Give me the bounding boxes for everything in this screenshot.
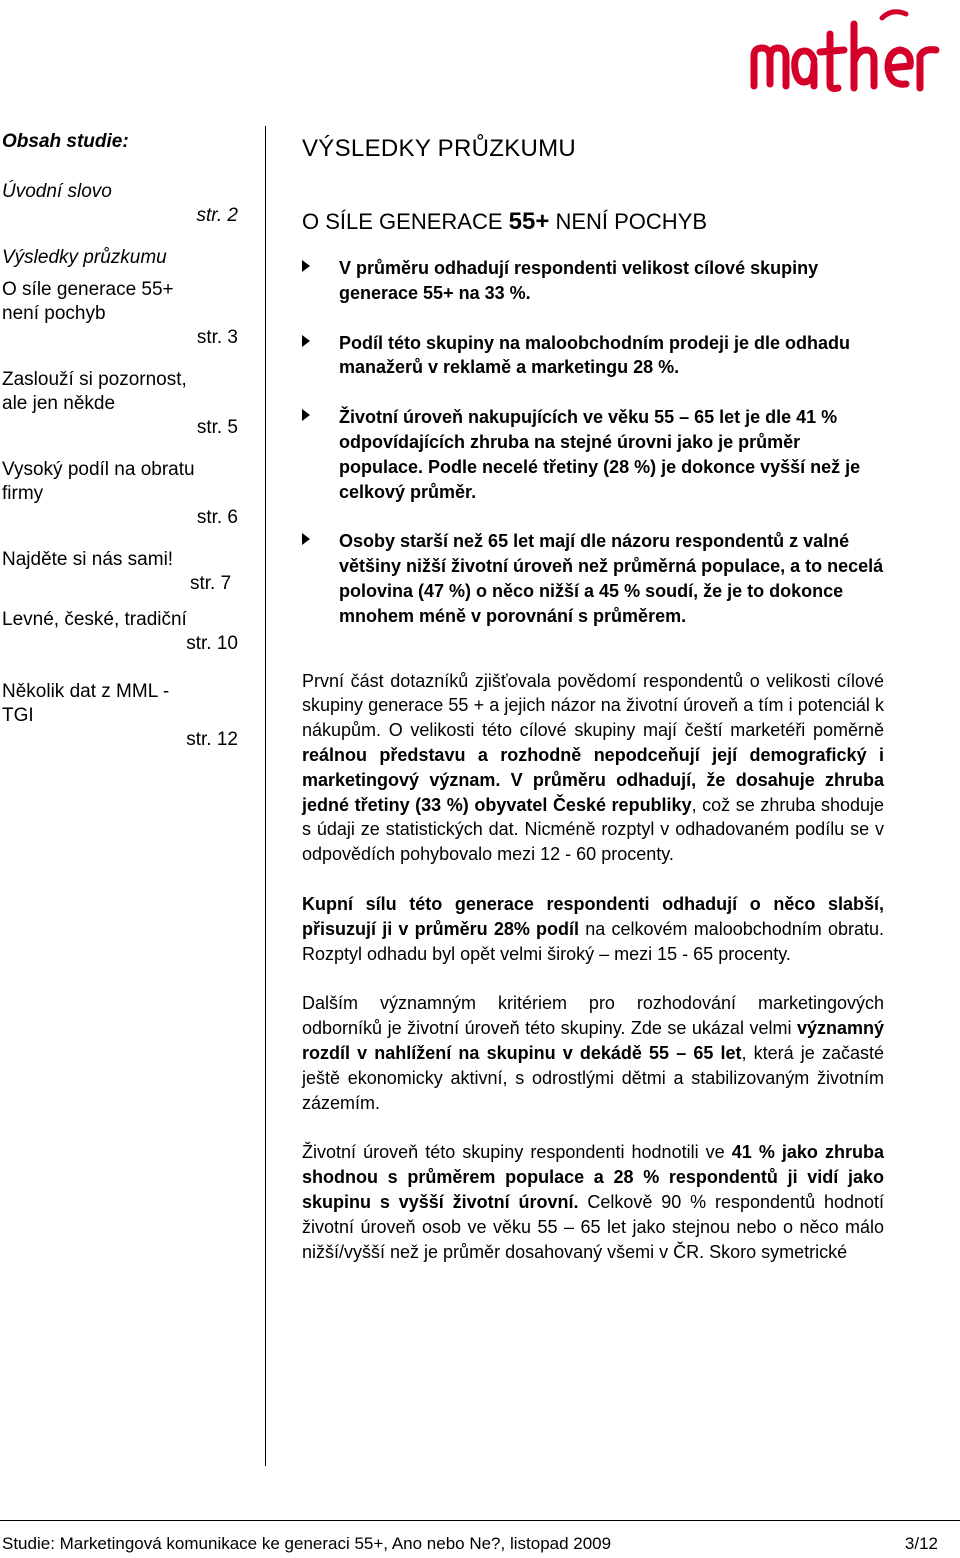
bullet-icon xyxy=(302,409,310,421)
toc-entry-title: Vysoký podíl na obratu firmy xyxy=(2,459,195,504)
footer-study-title: Studie: Marketingová komunikace ke generaci 55+, Ano nebo Ne?, listopad 2009 xyxy=(2,1534,612,1553)
key-findings-list xyxy=(270,256,884,629)
mather-logo-graphic xyxy=(742,4,942,96)
paragraph-bold-text: Kupní sílu této generace respondenti odhadují o něco slabší, přisuzují ji v průměru 28% podíl xyxy=(302,893,884,939)
footer-divider xyxy=(0,1520,960,1521)
list-item-text: Osoby starší než 65 let mají dle názoru respondentů z valné většiny nižší životní úroveň než průměrná populace, a to necelá polovina (47 %) o něco nižší a 45 % soudí, že je to dokonce mnohem méně v porovnání s průměrem. xyxy=(339,531,884,626)
paragraph-text: Životní úroveň této skupiny respondenti hodnotili ve xyxy=(302,1142,732,1163)
toc-entry-page: str. 7 xyxy=(190,573,232,594)
section-heading-post: NENÍ POCHYB xyxy=(549,209,708,234)
toc-entry-page: str. 5 xyxy=(196,417,238,438)
list-item xyxy=(269,529,884,628)
toc-entry-vysoky-podil[interactable] xyxy=(2,458,238,530)
mather-logo xyxy=(742,4,942,96)
toc-entry-title: O síle generace 55+ není pochyb xyxy=(2,279,174,324)
toc-title: Obsah studie: xyxy=(2,131,129,152)
toc-entry-najdete[interactable] xyxy=(2,548,238,596)
list-item xyxy=(269,256,884,306)
toc-entry-page: str. 12 xyxy=(186,729,238,750)
section-heading-num: 55+ xyxy=(508,208,550,235)
section-heading xyxy=(302,208,884,236)
paragraph-text: , což se zhruba shoduje s údaji ze statistických dat. Nicméně rozptyl v odhadovaném podílu se v odpovědích pohybovalo mezi 12 - 60 procenty. xyxy=(302,794,885,865)
paragraph-text: Dalším významným kritériem pro rozhodování marketingových odborníků je životní úroveň této skupiny. Zde se ukázal velmi xyxy=(302,993,884,1039)
bullet-icon xyxy=(302,335,310,347)
paragraph-bold-text: významný rozdíl v nahlížení na skupinu v dekádě 55 – 65 let xyxy=(302,1018,884,1063)
table-of-contents xyxy=(2,130,238,770)
paragraph-text: První část dotazníků zjišťovala povědomí respondentů o velikosti cílové skupiny generace 55 + a jejich názor na životní úroveň a tím i potenciál k nákupům. O velikosti této cílové skupiny mají čeští marketéři poměrně xyxy=(302,670,884,741)
bullet-icon xyxy=(302,260,310,272)
toc-entry-page: str. 2 xyxy=(196,205,238,226)
toc-section-vysledky xyxy=(2,246,238,270)
paragraph-3 xyxy=(302,991,884,1115)
toc-entry-page: str. 10 xyxy=(186,633,238,654)
toc-entry-title: Zaslouží si pozornost, ale jen někde xyxy=(2,369,187,414)
toc-section-title: Výsledky průzkumu xyxy=(2,247,167,268)
column-divider xyxy=(265,126,266,1466)
list-item-text: Životní úroveň nakupujících ve věku 55 – 65 let je dle 41 % odpovídajících zhruba na stejné úrovni jako je průměr populace. Podle necelé třetiny (28 %) je dokonce vyšší než je celkový průměr. xyxy=(339,407,861,502)
toc-entry-page: str. 3 xyxy=(196,327,238,348)
toc-entry-page: str. 6 xyxy=(196,507,238,528)
paragraph-text: na celkovém maloobchodním obratu. Rozptyl odhadu byl opět velmi široký – mezi 15 - 65 procenty. xyxy=(302,918,885,964)
section-heading-pre: O SÍLE GENERACE xyxy=(302,209,509,234)
list-item-text: V průměru odhadují respondenti velikost cílové skupiny generace 55+ na 33 %. xyxy=(339,258,819,303)
list-item-text: Podíl této skupiny na maloobchodním prodeji je dle odhadu manažerů v reklamě a marketingu 28 %. xyxy=(339,332,851,378)
toc-entry-nekolik-dat[interactable] xyxy=(2,680,238,752)
paragraph-text: Celkově 90 % respondentů hodnotí životní úroveň osob ve věku 55 – 65 let jako stejnou nebo o něco málo nižší/vyšší než je průměr dosahovaný všemi v ČR. Skoro symetrické xyxy=(302,1191,884,1262)
paragraph-1 xyxy=(302,669,884,867)
toc-entry-title: Najděte si nás sami! xyxy=(2,549,174,570)
main-content xyxy=(302,130,884,1289)
toc-entry-zaslouzi[interactable] xyxy=(2,368,238,440)
list-item xyxy=(269,405,884,504)
footer-page-number: 3/12 xyxy=(904,1534,938,1553)
paragraph-4 xyxy=(302,1140,884,1264)
toc-entry-o-sile[interactable] xyxy=(2,278,238,350)
toc-entry-title: Levné, české, tradiční xyxy=(2,609,187,630)
toc-entry-title: Úvodní slovo xyxy=(2,181,112,202)
toc-entry-uvodni-slovo[interactable] xyxy=(2,180,238,228)
list-item xyxy=(269,331,884,381)
paragraph-2 xyxy=(302,892,884,966)
page-heading: VÝSLEDKY PRŮZKUMU xyxy=(302,135,577,162)
paragraph-bold-text: 41 % jako zhruba shodnou s průměrem populace a 28 % respondentů ji vidí jako skupinu s vyšší životní úrovní. xyxy=(302,1142,884,1212)
toc-entry-levne[interactable] xyxy=(2,608,238,656)
paragraph-bold-text: reálnou představu a rozhodně nepodceňují její demografický i marketingový význam. V průměru odhadují, že dosahuje zhruba jedné třetiny (33 %) obyvatel České republiky xyxy=(302,744,884,815)
bullet-icon xyxy=(302,533,310,545)
toc-entry-title: Několik dat z MML - TGI xyxy=(2,681,170,726)
paragraph-text: , která je začasté ještě ekonomicky aktivní, s odrostlými dětmi a stabilizovaným životním zázemím. xyxy=(302,1042,884,1113)
